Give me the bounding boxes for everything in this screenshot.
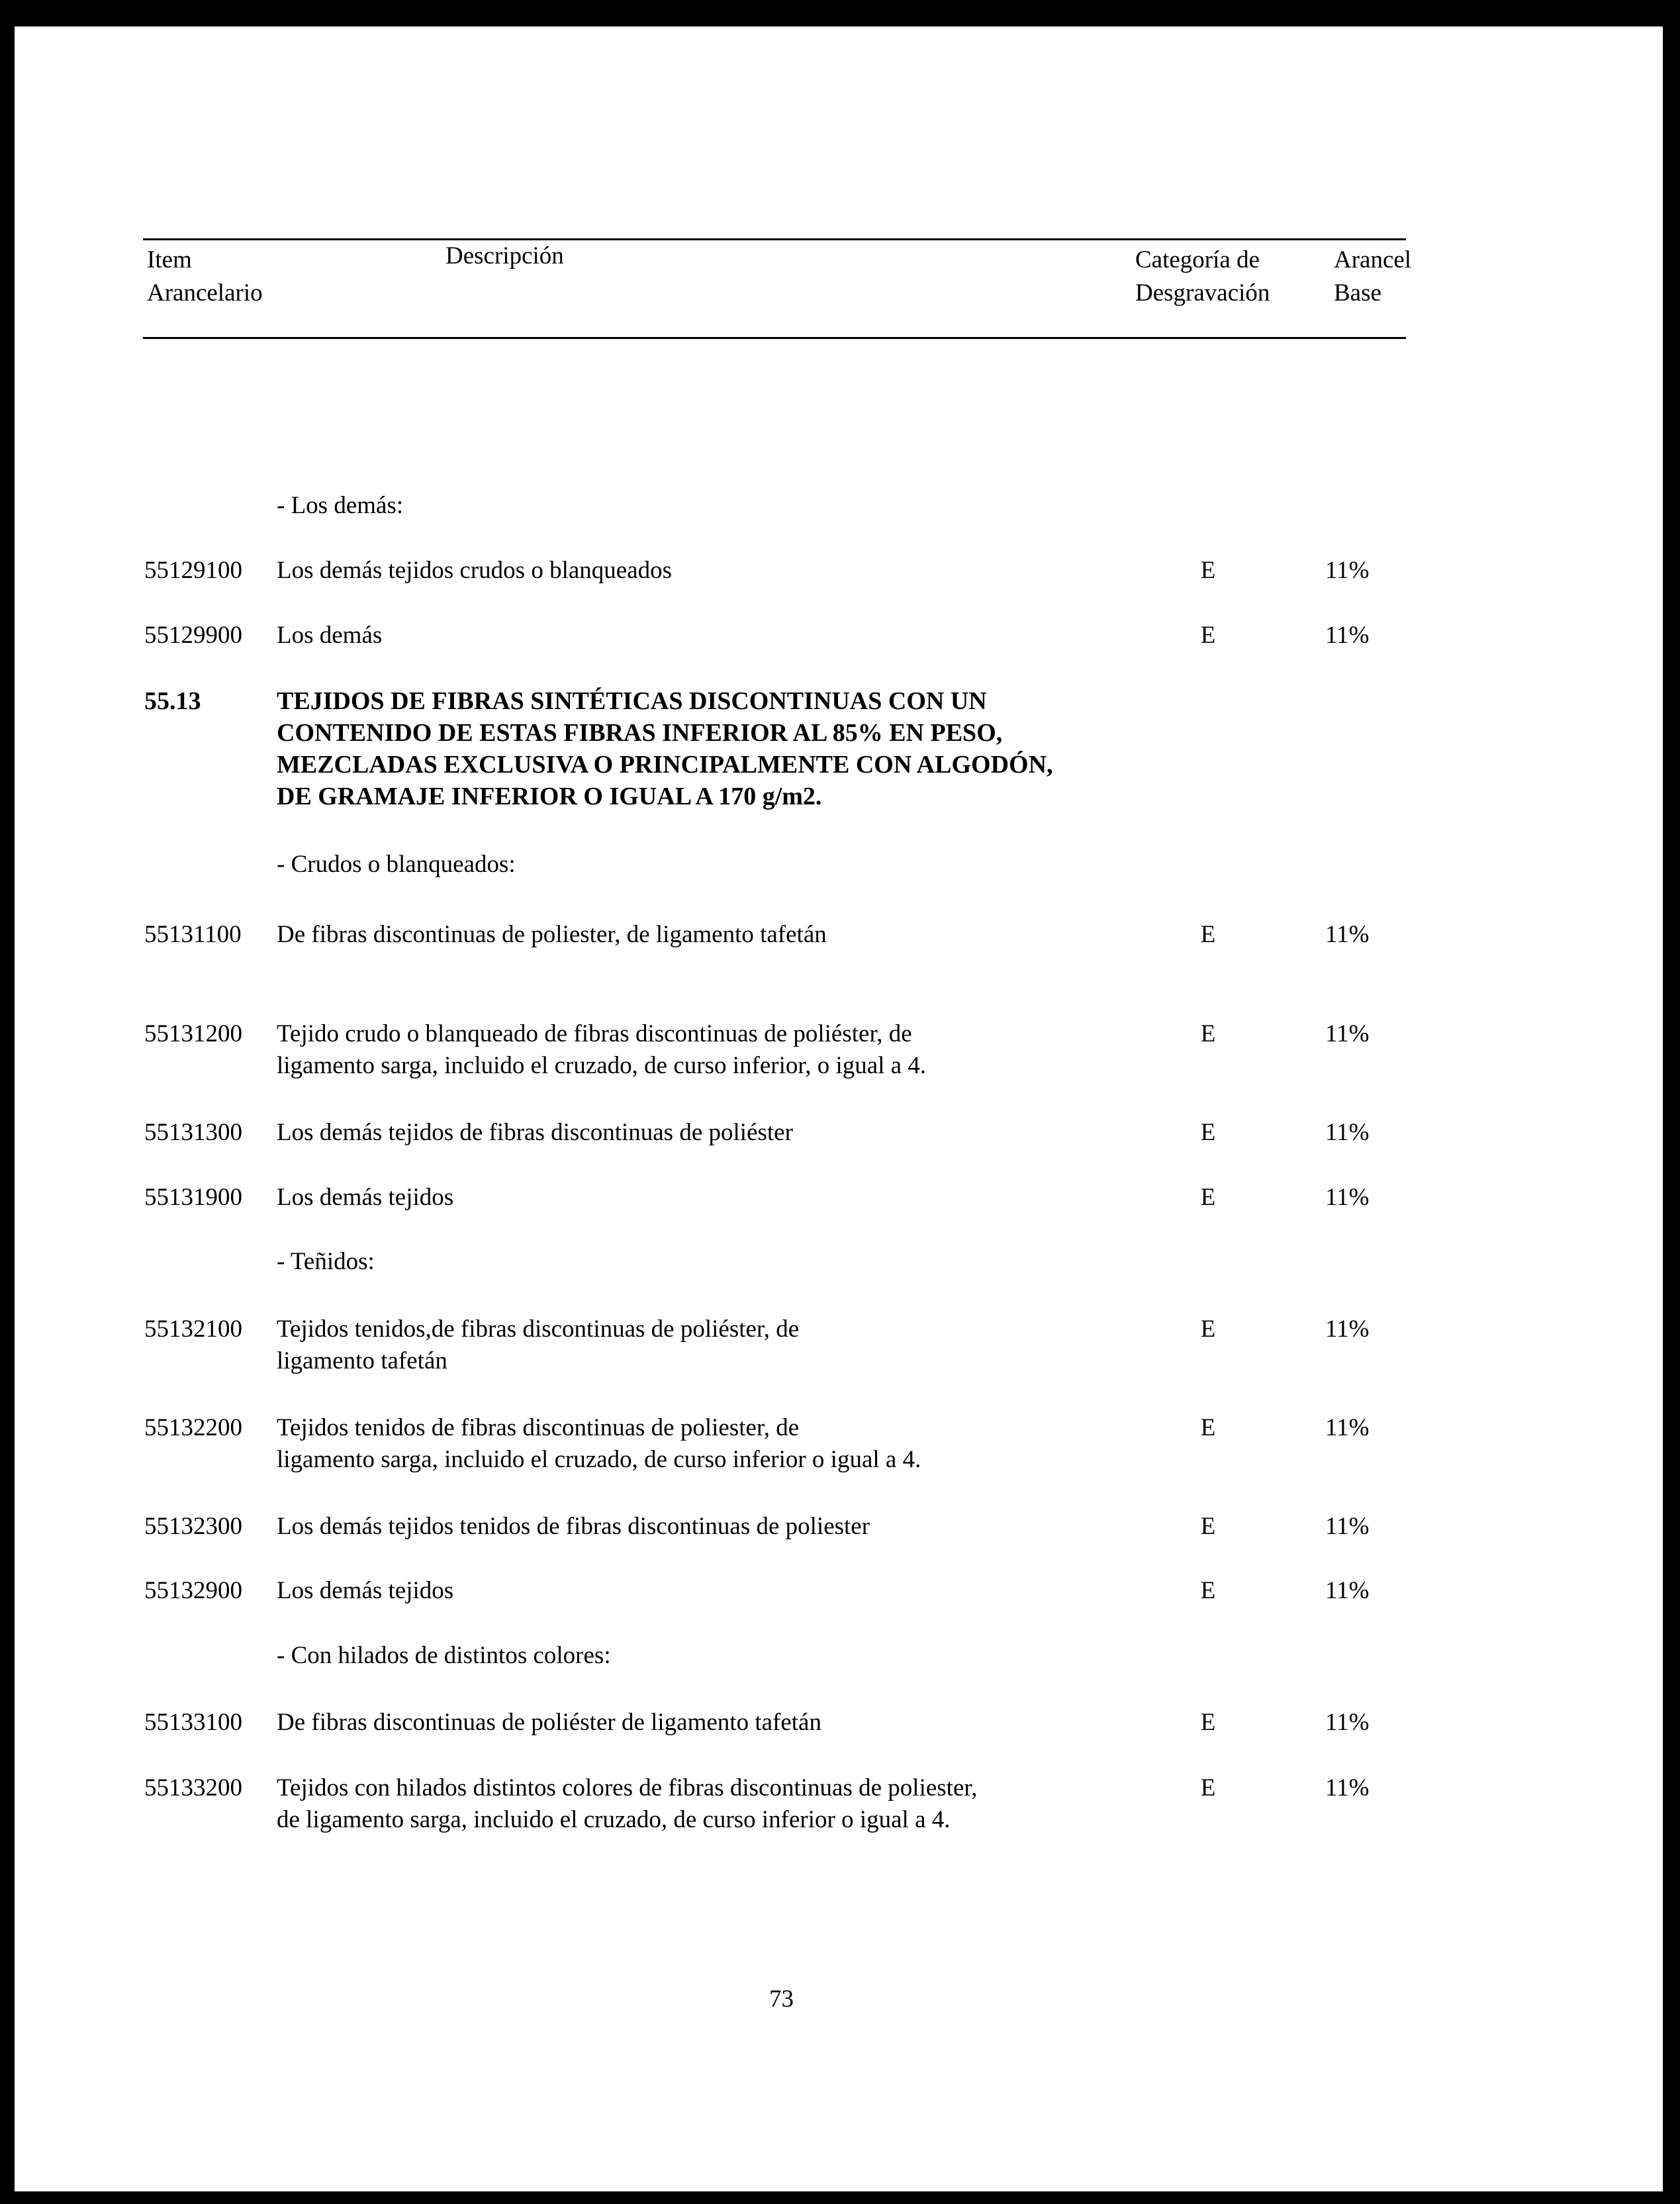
header-tariff-line1: Arancel <box>1334 246 1412 273</box>
item-rate: 11% <box>1325 622 1370 649</box>
item-description: Los demás tejidos <box>277 1184 454 1211</box>
header-tariff-line2: Base <box>1334 279 1381 307</box>
item-code: 55133200 <box>144 1774 242 1801</box>
item-code: 55132200 <box>144 1414 242 1441</box>
item-code: 55131300 <box>144 1119 242 1146</box>
header-tariff-column <box>1334 244 1411 310</box>
header-item-line1: Item <box>147 246 192 273</box>
item-rate: 11% <box>1325 921 1370 948</box>
item-category: E <box>1200 1184 1216 1211</box>
item-code: 55131200 <box>144 1020 242 1047</box>
item-description: Tejidos tenidos de fibras discontinuas de poliester, de ligamento sarga, incluido el cruzado, de curso inferior o igual a 4. <box>277 1414 921 1473</box>
item-category: E <box>1200 1709 1216 1736</box>
item-description: Tejidos con hilados distintos colores de fibras discontinuas de poliester, de ligamento sarga, incluido el cruzado, de curso inferior o igual a 4. <box>277 1774 978 1833</box>
subheading-text: - Con hilados de distintos colores: <box>277 1642 611 1669</box>
item-category: E <box>1200 1414 1216 1441</box>
header-category-column <box>1135 244 1270 310</box>
item-rate: 11% <box>1325 1709 1370 1736</box>
item-rate: 11% <box>1325 1577 1370 1604</box>
subheading-text: - Los demás: <box>277 492 404 519</box>
item-rate: 11% <box>1325 1184 1370 1211</box>
item-rate: 11% <box>1325 1119 1370 1146</box>
item-rate: 11% <box>1325 1414 1370 1441</box>
item-rate: 11% <box>1325 1020 1370 1047</box>
subheading-text: - Teñidos: <box>277 1248 375 1275</box>
item-category: E <box>1200 1577 1216 1604</box>
header-category-line1: Categoría de <box>1135 246 1260 273</box>
item-code: 55131100 <box>144 921 242 948</box>
item-category: E <box>1200 557 1216 584</box>
item-rate: 11% <box>1325 557 1370 584</box>
heading-line: TEJIDOS DE FIBRAS SINTÉTICAS DISCONTINUAS CON UN <box>277 687 987 715</box>
item-description: De fibras discontinuas de poliéster de ligamento tafetán <box>277 1709 821 1736</box>
item-code: 55133100 <box>144 1709 242 1736</box>
item-rate: 11% <box>1325 1513 1370 1540</box>
item-description: Tejido crudo o blanqueado de fibras discontinuas de poliéster, de ligamento sarga, incluido el cruzado, de curso inferior, o igual a 4. <box>277 1020 927 1079</box>
header-category-line2: Desgravación <box>1135 279 1270 307</box>
item-category: E <box>1200 1774 1216 1801</box>
item-description: Los demás tejidos de fibras discontinuas de poliéster <box>277 1119 793 1146</box>
subheading-text: - Crudos o blanqueados: <box>277 851 516 878</box>
header-item-line2: Arancelario <box>147 279 263 307</box>
item-code: 55129900 <box>144 622 242 649</box>
item-code: 55131900 <box>144 1184 242 1211</box>
item-category: E <box>1200 622 1216 649</box>
item-rate: 11% <box>1325 1316 1370 1343</box>
page-number: 73 <box>769 1986 794 2013</box>
item-rate: 11% <box>1325 1774 1370 1801</box>
item-code: 55132300 <box>144 1513 242 1540</box>
item-code: 55132900 <box>144 1577 242 1604</box>
heading-code: 55.13 <box>144 687 201 715</box>
item-category: E <box>1200 1513 1216 1540</box>
item-description: De fibras discontinuas de poliester, de ligamento tafetán <box>277 921 827 948</box>
item-category: E <box>1200 1119 1216 1146</box>
item-description: Los demás <box>277 622 383 649</box>
item-category: E <box>1200 1020 1216 1047</box>
item-description: Los demás tejidos <box>277 1577 454 1604</box>
document-page <box>15 26 1663 2191</box>
header-top-rule <box>143 238 1406 240</box>
header-description: Descripción <box>445 242 564 269</box>
item-category: E <box>1200 921 1216 948</box>
item-code: 55129100 <box>144 557 242 584</box>
heading-line: DE GRAMAJE INFERIOR O IGUAL A 170 g/m2. <box>277 783 822 810</box>
header-description-column <box>445 240 564 273</box>
item-code: 55132100 <box>144 1316 242 1343</box>
item-description: Los demás tejidos tenidos de fibras discontinuas de poliester <box>277 1513 870 1540</box>
header-item-column <box>147 244 263 310</box>
heading-description <box>277 685 1157 812</box>
item-description: Tejidos tenidos,de fibras discontinuas de poliéster, de ligamento tafetán <box>277 1316 800 1374</box>
header-bottom-rule <box>143 337 1406 339</box>
item-category: E <box>1200 1316 1216 1343</box>
heading-line: MEZCLADAS EXCLUSIVA O PRINCIPALMENTE CON ALGODÓN, <box>277 751 1053 779</box>
heading-line: CONTENIDO DE ESTAS FIBRAS INFERIOR AL 85% EN PESO, <box>277 719 1003 747</box>
item-description: Los demás tejidos crudos o blanqueados <box>277 557 673 584</box>
